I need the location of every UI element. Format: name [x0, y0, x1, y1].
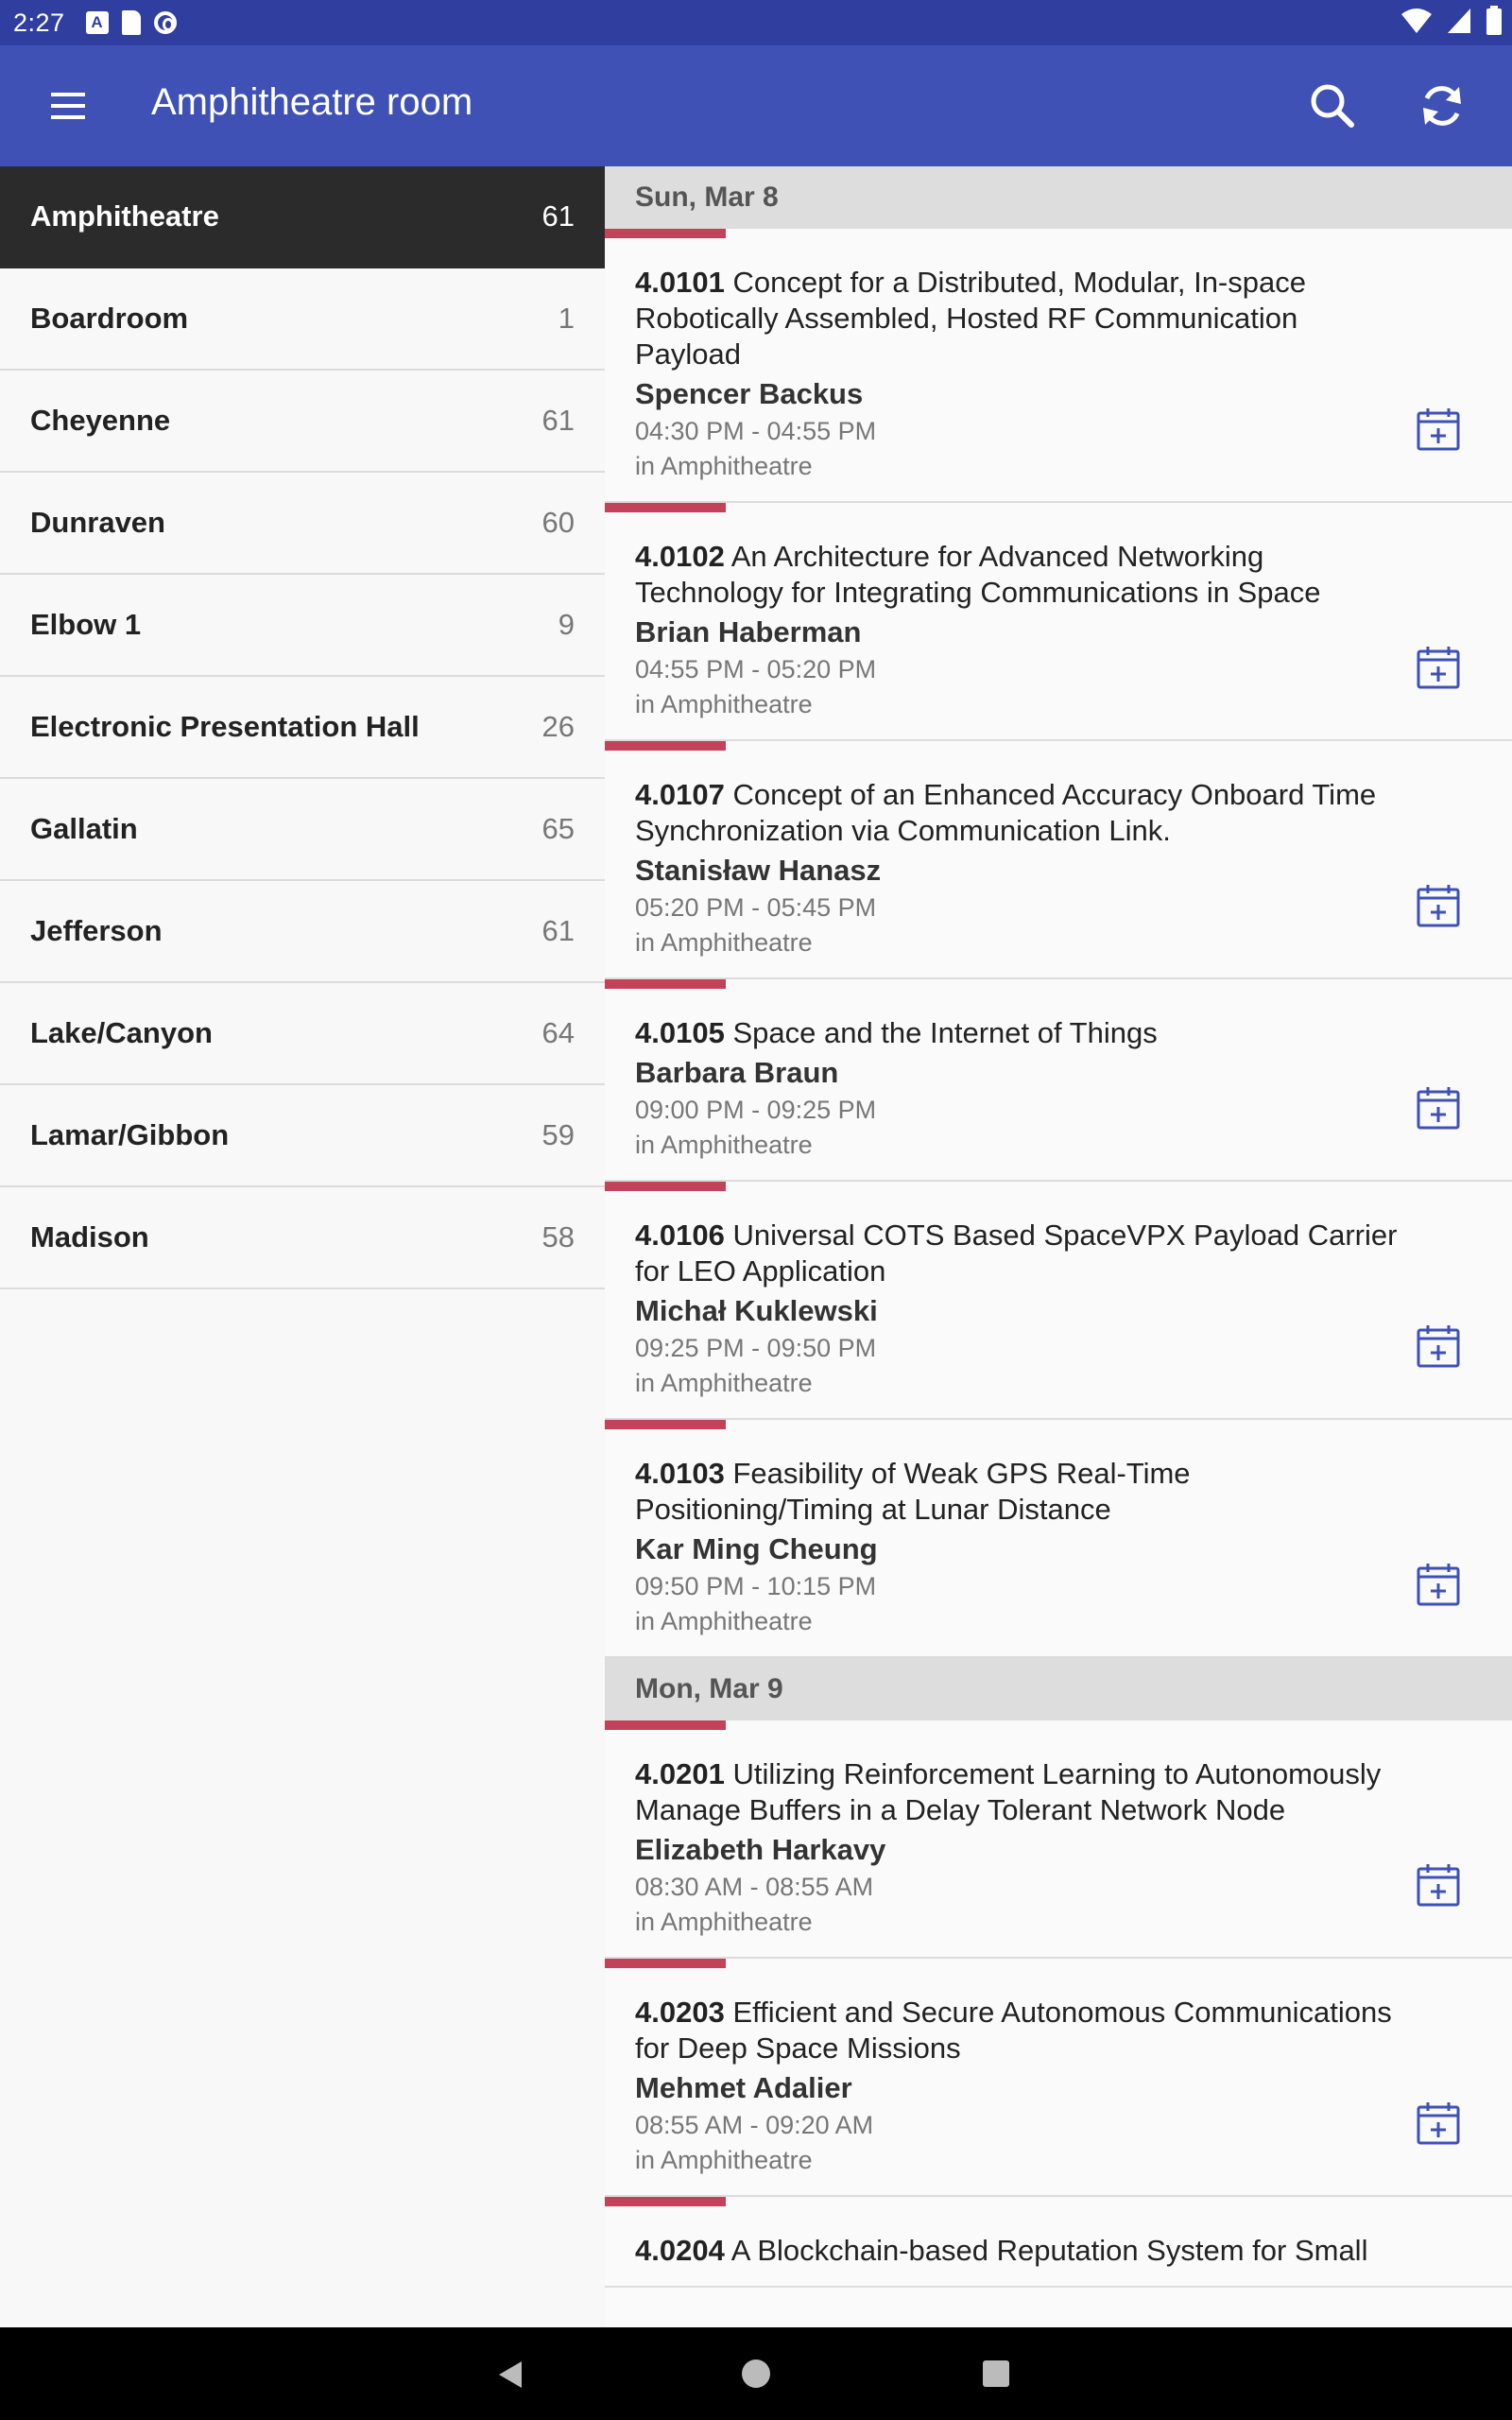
- session-room: in Amphitheatre: [635, 1607, 813, 1635]
- room-name: Electronic Presentation Hall: [30, 710, 420, 743]
- day-header: Mon, Mar 9: [605, 1658, 1512, 1720]
- room-name: Lamar/Gibbon: [30, 1118, 230, 1151]
- calendar-add-icon[interactable]: [1416, 645, 1461, 690]
- session-item[interactable]: [605, 2197, 1512, 2288]
- calendar-add-icon[interactable]: [1416, 1562, 1461, 1607]
- room-name: Dunraven: [30, 506, 165, 539]
- session-room: in Amphitheatre: [635, 1131, 813, 1159]
- session-time: 08:55 AM - 09:20 AM: [635, 2111, 874, 2139]
- battery-icon: [1486, 6, 1503, 36]
- session-accent-bar: [605, 503, 726, 512]
- session-room: in Amphitheatre: [635, 452, 813, 480]
- day-header: Sun, Mar 8: [605, 166, 1512, 229]
- session-title: Efficient and Secure Autonomous Communications for Deep Space Missions: [635, 1996, 1392, 2065]
- room-item[interactable]: [0, 473, 605, 575]
- session-speaker: Brian Haberman: [635, 615, 862, 648]
- session-accent-bar: [605, 1959, 726, 1968]
- notification-a-icon: A: [86, 11, 109, 34]
- session-time: 09:00 PM - 09:25 PM: [635, 1096, 877, 1124]
- calendar-add-icon[interactable]: [1416, 883, 1461, 928]
- session-code: 4.0201: [635, 1757, 725, 1790]
- room-session-count: 61: [541, 914, 575, 947]
- session-time: 09:50 PM - 10:15 PM: [635, 1572, 877, 1600]
- session-room: in Amphitheatre: [635, 2146, 813, 2174]
- room-item[interactable]: [0, 1085, 605, 1187]
- calendar-add-icon[interactable]: [1416, 1085, 1461, 1131]
- session-item[interactable]: [605, 1420, 1512, 1658]
- session-room: in Amphitheatre: [635, 1369, 813, 1397]
- session-heading: [635, 1959, 1408, 2066]
- app-bar: [0, 45, 1512, 166]
- session-heading: [635, 979, 1408, 1051]
- sync-notification-icon: [154, 11, 177, 34]
- session-room: in Amphitheatre: [635, 1908, 813, 1936]
- session-accent-bar: [605, 1420, 726, 1429]
- session-time: 04:30 PM - 04:55 PM: [635, 417, 877, 445]
- room-session-count: 1: [558, 302, 575, 335]
- session-accent-bar: [605, 741, 726, 751]
- session-speaker: Elizabeth Harkavy: [635, 1833, 886, 1866]
- room-name: Amphitheatre: [30, 199, 219, 233]
- session-room: in Amphitheatre: [635, 690, 813, 718]
- session-room: in Amphitheatre: [635, 928, 813, 957]
- calendar-add-icon[interactable]: [1416, 1323, 1461, 1369]
- session-time: 08:30 AM - 08:55 AM: [635, 1873, 874, 1901]
- room-name: Madison: [30, 1220, 149, 1253]
- session-code: 4.0107: [635, 778, 725, 811]
- session-speaker: Stanisław Hanasz: [635, 854, 882, 887]
- session-time: 09:25 PM - 09:50 PM: [635, 1334, 877, 1362]
- session-title: A Blockchain-based Reputation System for Small: [730, 2234, 1368, 2267]
- session-time: 05:20 PM - 05:45 PM: [635, 893, 877, 922]
- session-accent-bar: [605, 2197, 726, 2206]
- calendar-add-icon[interactable]: [1416, 406, 1461, 452]
- room-name: Elbow 1: [30, 608, 142, 641]
- room-session-count: 64: [541, 1016, 575, 1049]
- signal-icon: [1446, 7, 1472, 35]
- session-title: Universal COTS Based SpaceVPX Payload Carrier for LEO Application: [635, 1219, 1398, 1288]
- session-list: [605, 166, 1512, 2327]
- room-item[interactable]: [0, 268, 605, 371]
- back-icon[interactable]: [491, 2356, 529, 2394]
- search-icon[interactable]: [1304, 78, 1361, 134]
- wifi-icon: [1400, 7, 1433, 35]
- session-item[interactable]: [605, 1959, 1512, 2197]
- session-item[interactable]: [605, 1182, 1512, 1420]
- room-item[interactable]: [0, 166, 605, 268]
- session-item[interactable]: [605, 741, 1512, 979]
- room-item[interactable]: [0, 779, 605, 881]
- session-speaker: Mehmet Adalier: [635, 2071, 852, 2104]
- session-accent-bar: [605, 979, 726, 989]
- room-name: Boardroom: [30, 302, 189, 335]
- room-name: Lake/Canyon: [30, 1016, 213, 1049]
- room-item[interactable]: [0, 881, 605, 983]
- refresh-icon[interactable]: [1414, 78, 1470, 134]
- session-heading: [635, 2197, 1408, 2269]
- room-session-count: 59: [541, 1118, 575, 1151]
- session-code: 4.0106: [635, 1219, 725, 1252]
- home-icon[interactable]: [742, 2360, 770, 2388]
- session-speaker: Barbara Braun: [635, 1056, 839, 1089]
- session-title: Concept of an Enhanced Accuracy Onboard Time Synchronization via Communication Link.: [635, 778, 1377, 847]
- room-session-count: 26: [541, 710, 575, 743]
- session-title: Utilizing Reinforcement Learning to Autonomously Manage Buffers in a Delay Tolerant Network Node: [635, 1757, 1382, 1826]
- room-session-count: 61: [541, 404, 575, 437]
- page-title: Amphitheatre room: [151, 81, 473, 123]
- room-session-count: 60: [541, 506, 575, 539]
- status-bar: [0, 0, 1512, 45]
- session-time: 04:55 PM - 05:20 PM: [635, 655, 877, 683]
- session-accent-bar: [605, 229, 726, 238]
- room-session-count: 65: [541, 812, 575, 845]
- session-speaker: Michał Kuklewski: [635, 1294, 878, 1327]
- session-code: 4.0101: [635, 266, 725, 299]
- room-item[interactable]: [0, 371, 605, 473]
- room-item[interactable]: [0, 1187, 605, 1289]
- calendar-add-icon[interactable]: [1416, 1862, 1461, 1908]
- session-heading: [635, 741, 1408, 849]
- session-heading: [635, 1720, 1408, 1828]
- status-time: 2:27: [13, 8, 65, 37]
- session-heading: [635, 503, 1408, 611]
- room-session-count: 61: [541, 199, 575, 233]
- room-item[interactable]: [0, 983, 605, 1085]
- session-item[interactable]: [605, 503, 1512, 741]
- session-title: Space and the Internet of Things: [732, 1016, 1158, 1049]
- session-speaker: Kar Ming Cheung: [635, 1532, 878, 1565]
- room-session-count: 58: [541, 1220, 575, 1253]
- menu-icon[interactable]: [38, 83, 98, 129]
- room-item[interactable]: [0, 677, 605, 779]
- sd-card-icon: [122, 10, 141, 35]
- room-list: [0, 166, 605, 2327]
- room-name: Gallatin: [30, 812, 138, 845]
- calendar-add-icon[interactable]: [1416, 2100, 1461, 2146]
- session-item[interactable]: [605, 979, 1512, 1182]
- session-code: 4.0102: [635, 540, 725, 573]
- system-navigation-bar: [0, 2327, 1512, 2420]
- session-heading: [635, 229, 1408, 372]
- room-session-count: 9: [558, 608, 575, 641]
- session-heading: [635, 1182, 1408, 1289]
- session-title: Concept for a Distributed, Modular, In-space Robotically Assembled, Hosted RF Communication Payload: [635, 266, 1306, 371]
- session-item[interactable]: [605, 229, 1512, 503]
- session-accent-bar: [605, 1720, 726, 1730]
- session-code: 4.0103: [635, 1457, 725, 1490]
- session-item[interactable]: [605, 1720, 1512, 1959]
- recent-apps-icon[interactable]: [983, 2360, 1009, 2387]
- session-code: 4.0204: [635, 2234, 725, 2267]
- session-code: 4.0203: [635, 1996, 725, 2029]
- session-speaker: Spencer Backus: [635, 377, 864, 410]
- room-name: Cheyenne: [30, 404, 171, 437]
- session-title: Feasibility of Weak GPS Real-Time Positioning/Timing at Lunar Distance: [635, 1457, 1191, 1526]
- session-heading: [635, 1420, 1408, 1528]
- room-item[interactable]: [0, 575, 605, 677]
- room-name: Jefferson: [30, 914, 163, 947]
- session-accent-bar: [605, 1182, 726, 1191]
- session-code: 4.0105: [635, 1016, 725, 1049]
- session-title: An Architecture for Advanced Networking Technology for Integrating Communications in Space: [635, 540, 1321, 609]
